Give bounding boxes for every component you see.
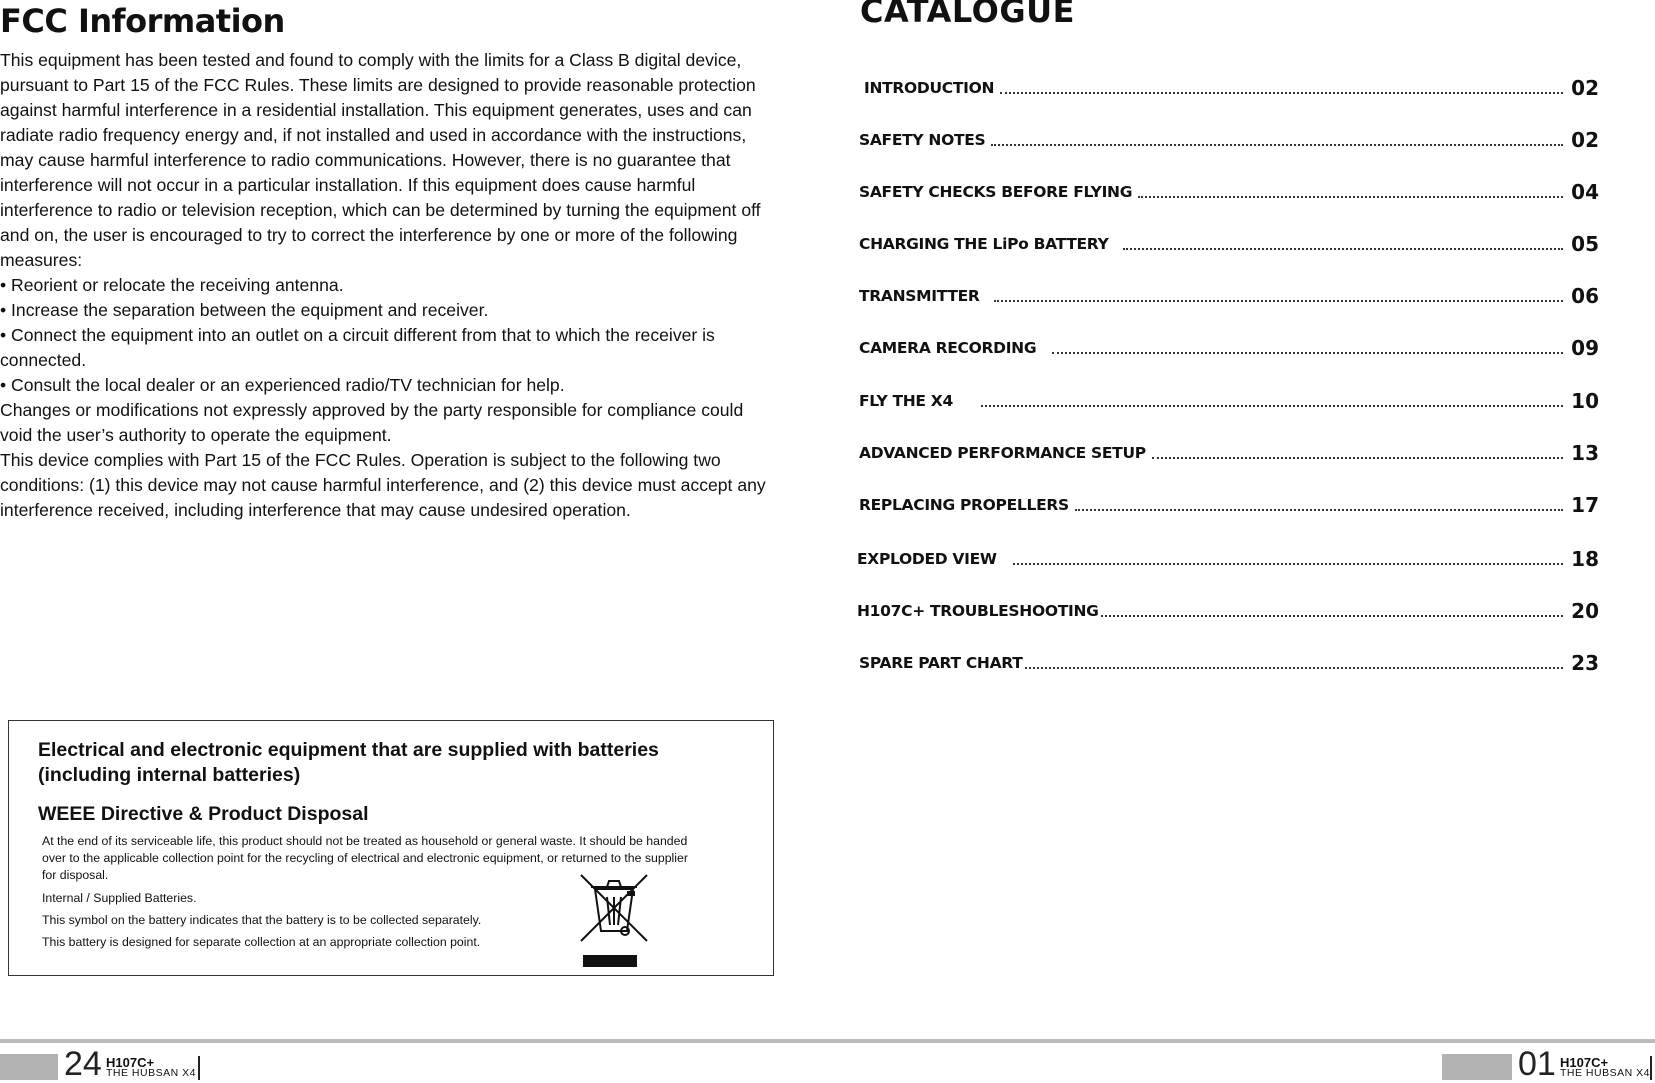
toc-page-number: 09	[1571, 336, 1599, 360]
toc-leader	[1123, 247, 1564, 250]
toc-leader	[1025, 666, 1563, 669]
footer-left-folio	[0, 1045, 210, 1083]
toc-entry-replacing-propellers[interactable]	[859, 489, 1599, 517]
toc-label: REPLACING PROPELLERS	[859, 496, 1069, 514]
model-name: H107C+	[1560, 1055, 1609, 1070]
toc-page-number: 13	[1571, 441, 1599, 465]
toc-entry-fly-the-x4[interactable]	[859, 385, 1599, 413]
toc-page-number: 17	[1571, 493, 1599, 517]
folio-bar	[0, 1054, 58, 1080]
toc-label: H107C+ TROUBLESHOOTING	[857, 602, 1099, 620]
toc-entry-introduction[interactable]	[859, 72, 1599, 100]
weee-box	[8, 720, 774, 976]
toc-leader	[1075, 508, 1563, 511]
folio-divider	[198, 1056, 200, 1080]
crossed-bin-icon	[577, 871, 651, 969]
toc-leader	[981, 404, 1563, 407]
toc-page-number: 04	[1571, 180, 1599, 204]
toc-leader	[994, 299, 1563, 302]
toc-leader	[1101, 614, 1563, 617]
catalogue-title: CATALOGUE	[860, 0, 1075, 30]
weee-line-symbol: This symbol on the battery indicates that the battery is to be collected separately.	[42, 913, 482, 927]
fcc-measure: • Consult the local dealer or an experienced radio/TV technician for help.	[0, 375, 565, 395]
toc-entry-advanced-setup[interactable]	[859, 437, 1599, 465]
toc-label: SAFETY NOTES	[859, 131, 986, 149]
toc-entry-charging[interactable]	[859, 228, 1599, 256]
fcc-measure: • Connect the equipment into an outlet on a circuit different from that to which the receiver is connected.	[0, 325, 715, 370]
toc-label: EXPLODED VIEW	[857, 550, 997, 568]
toc-entry-spare-part-chart[interactable]	[859, 647, 1599, 675]
page-number: 01	[1518, 1045, 1556, 1083]
toc-leader	[1000, 91, 1563, 94]
footer-rule	[0, 1039, 1655, 1043]
fcc-body	[0, 48, 770, 523]
weee-body: At the end of its serviceable life, this product should not be treated as household or general waste. It should be handed over to the applicable collection point for the recycling of electrical and electronic equipment, or returned to the supplier for disposal.	[42, 834, 688, 882]
toc-leader	[991, 143, 1563, 146]
toc-page-number: 10	[1571, 389, 1599, 413]
weee-heading: Electrical and electronic equipment that are supplied with batteries (including internal batteries)	[38, 739, 659, 786]
toc-page-number: 20	[1571, 599, 1599, 623]
toc-entry-exploded-view[interactable]	[859, 543, 1599, 571]
toc-entry-camera-recording[interactable]	[859, 332, 1599, 360]
weee-line-collection: This battery is designed for separate collection at an appropriate collection point.	[42, 935, 481, 949]
fcc-measure: • Increase the separation between the equipment and receiver.	[0, 300, 489, 320]
toc-leader	[1013, 562, 1563, 565]
toc-entry-safety-checks[interactable]	[859, 176, 1599, 204]
right-page	[855, 0, 1655, 1030]
folio-bar	[1442, 1054, 1512, 1080]
toc-entry-transmitter[interactable]	[859, 280, 1599, 308]
toc-label: ADVANCED PERFORMANCE SETUP	[859, 444, 1146, 462]
toc-page-number: 18	[1571, 547, 1599, 571]
fcc-measure: • Reorient or relocate the receiving antenna.	[0, 275, 344, 295]
footer-right-folio	[1442, 1045, 1655, 1083]
toc-label: FLY THE X4	[859, 392, 953, 410]
toc-page-number: 06	[1571, 284, 1599, 308]
toc-label: SPARE PART CHART	[859, 654, 1023, 672]
toc-label: CAMERA RECORDING	[859, 339, 1037, 357]
toc-entry-safety-notes[interactable]	[859, 124, 1599, 152]
toc-page-number: 05	[1571, 232, 1599, 256]
page-number: 24	[64, 1045, 102, 1083]
folio-divider	[1650, 1056, 1652, 1080]
model-name: H107C+	[106, 1055, 155, 1070]
toc-leader	[1138, 195, 1563, 198]
toc-label: TRANSMITTER	[859, 287, 980, 305]
fcc-paragraph: Changes or modifications not expressly approved by the party responsible for compliance could void the user’s authority to operate the equipment.	[0, 400, 744, 445]
toc-page-number: 02	[1571, 76, 1599, 100]
fcc-paragraph: This device complies with Part 15 of the FCC Rules. Operation is subject to the following two conditions: (1) this device may not cause harmful interference, and (2) this device must accept any interference received, including interference that may cause undesired operation.	[0, 450, 766, 520]
toc-page-number: 23	[1571, 651, 1599, 675]
toc-leader	[1052, 351, 1563, 354]
toc-label: SAFETY CHECKS BEFORE FLYING	[859, 183, 1133, 201]
toc-entry-troubleshooting[interactable]	[859, 595, 1599, 623]
toc-page-number: 02	[1571, 128, 1599, 152]
toc-label: INTRODUCTION	[864, 79, 995, 97]
toc-label: CHARGING THE LiPo BATTERY	[859, 235, 1109, 253]
model-subtitle: THE HUBSAN X4	[106, 1067, 196, 1079]
weee-line-batteries: Internal / Supplied Batteries.	[42, 891, 197, 905]
left-page	[0, 0, 780, 1030]
fcc-paragraph: This equipment has been tested and found to comply with the limits for a Class B digital device, pursuant to Part 15 of the FCC Rules. These limits are designed to provide reasonable protection against harmful interference in a residential installation. This equipment generates, uses and can radiate radio frequency energy and, if not installed and used in accordance with the instructions, may cause harmful interference to radio communications. However, there is no guarantee that interference will not occur in a particular installation. If this equipment does cause harmful interference to radio or television reception, which can be determined by turning the equipment off and on, the user is encouraged to try to correct the interference by one or more of the following measures:	[0, 50, 761, 270]
weee-subheading: WEEE Directive & Product Disposal	[38, 803, 369, 825]
model-subtitle: THE HUBSAN X4	[1560, 1067, 1650, 1079]
fcc-title: FCC Information	[0, 2, 285, 40]
toc-leader	[1152, 456, 1563, 459]
